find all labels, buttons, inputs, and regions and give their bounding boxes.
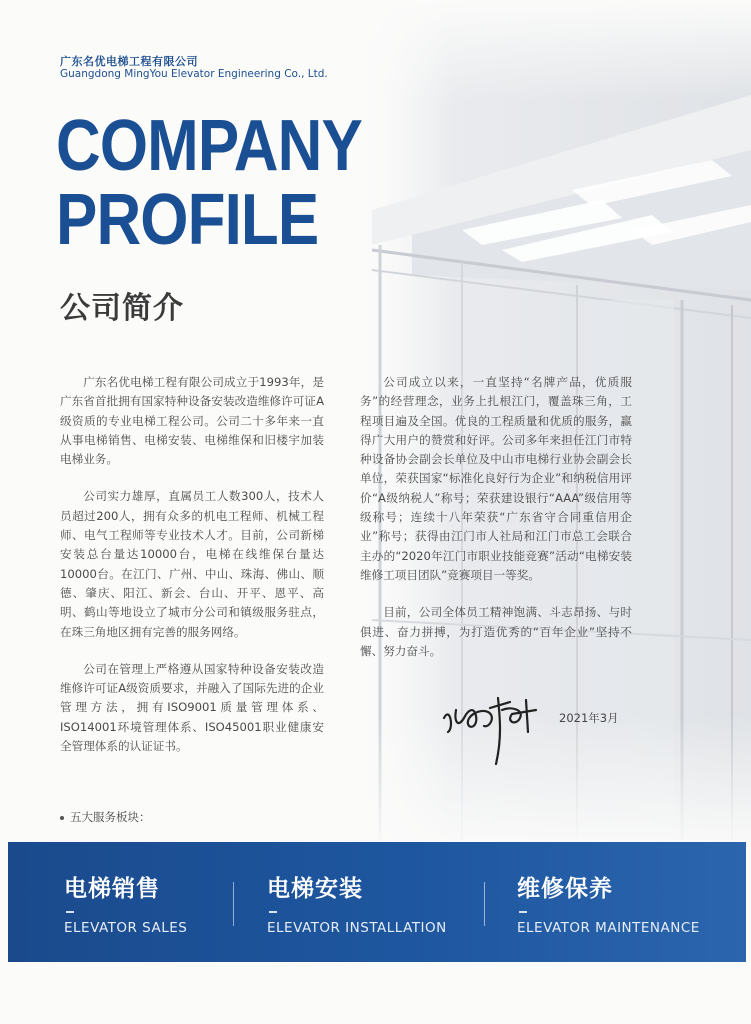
- service-title-en: ELEVATOR SALES: [64, 920, 188, 936]
- title-cn: 公司简介: [60, 291, 184, 326]
- company-name-cn: 广东名优电梯工程有限公司: [60, 55, 198, 68]
- services-band: [8, 842, 746, 962]
- bullet-icon: [60, 816, 64, 820]
- service-elevator-sales: [64, 870, 187, 936]
- service-title-en: ELEVATOR INSTALLATION: [267, 920, 447, 936]
- services-heading-text: 五大服务板块：: [70, 810, 151, 824]
- signature-date: 2021年3月: [559, 711, 619, 725]
- service-title-cn: 维修保养: [517, 876, 613, 902]
- handwritten-signature: [440, 688, 550, 768]
- service-divider: [484, 882, 485, 926]
- right-column: [360, 373, 632, 679]
- service-title-cn: 电梯安装: [267, 876, 363, 902]
- services-heading: [60, 809, 151, 825]
- left-column: [60, 373, 324, 774]
- paragraph: 公司在管理上严格遵从国家特种设备安装改造维修许可证A级资质要求，并融入了国际先进的企业管理方法，拥有ISO9001质量管理体系、ISO14001环境管理体系、ISO45001职业健康安全管理体系的认证证书。: [60, 661, 324, 754]
- title-profile: PROFILE: [56, 180, 319, 260]
- service-divider: [233, 882, 234, 926]
- paragraph: 公司成立以来，一直坚持“名牌产品，优质服务”的经营理念，业务上扎根江门，覆盖珠三角，工程项目遍及全国。优良的工程质量和优质的服务，赢得广大用户的赞赏和好评。公司多年来担任江门市特种设备协会副会长单位及中山市电梯行业协会副会长单位，荣获国家“标准化良好行为企业”和纳税信用评价“A级纳税人”称号；荣获建设银行“AAA”级信用等级称号；连续十八年荣获“广东省守合同重信用企业”称号；获得由江门市人社局和江门市总工会联合主办的“2020年江门市职业技能竞赛”活动“电梯安装维修工项目团队”竞赛项目一等奖。: [360, 375, 632, 582]
- title-company: COMPANY: [56, 106, 362, 186]
- service-title-en: ELEVATOR MAINTENANCE: [517, 920, 700, 936]
- service-elevator-installation: [267, 870, 447, 936]
- paragraph: 公司实力雄厚，直属员工人数300人，技术人员超过200人，拥有众多的机电工程师、机械工程师、电气工程师等专业技术人才。目前，公司新梯安装总台量达10000台，电梯在线维保台量达10000台。在江门、广州、中山、珠海、佛山、顺德、肇庆、阳江、新会、台山、开平、恩平、高明、鹤山等地设立了城市分公司和镇级服务驻点，在珠三角地区拥有完善的服务网络。: [60, 489, 324, 639]
- company-name-en: Guangdong MingYou Elevator Engineering Co., Ltd.: [60, 68, 328, 80]
- service-dash: [269, 911, 277, 913]
- service-title-cn: 电梯销售: [64, 876, 160, 902]
- paragraph: 广东名优电梯工程有限公司成立于1993年，是广东省首批拥有国家特种设备安装改造维修许可证A级资质的专业电梯工程公司。公司二十多年来一直从事电梯销售、电梯安装、电梯维保和旧楼宇加装电梯业务。: [60, 375, 324, 467]
- paragraph: 目前，公司全体员工精神饱满、斗志昂扬、与时俱进、奋力拼搏，为打造优秀的“百年企业”坚持不懈、努力奋斗。: [360, 605, 632, 658]
- service-dash: [519, 911, 527, 913]
- service-elevator-maintenance: [517, 870, 700, 936]
- service-dash: [66, 911, 74, 913]
